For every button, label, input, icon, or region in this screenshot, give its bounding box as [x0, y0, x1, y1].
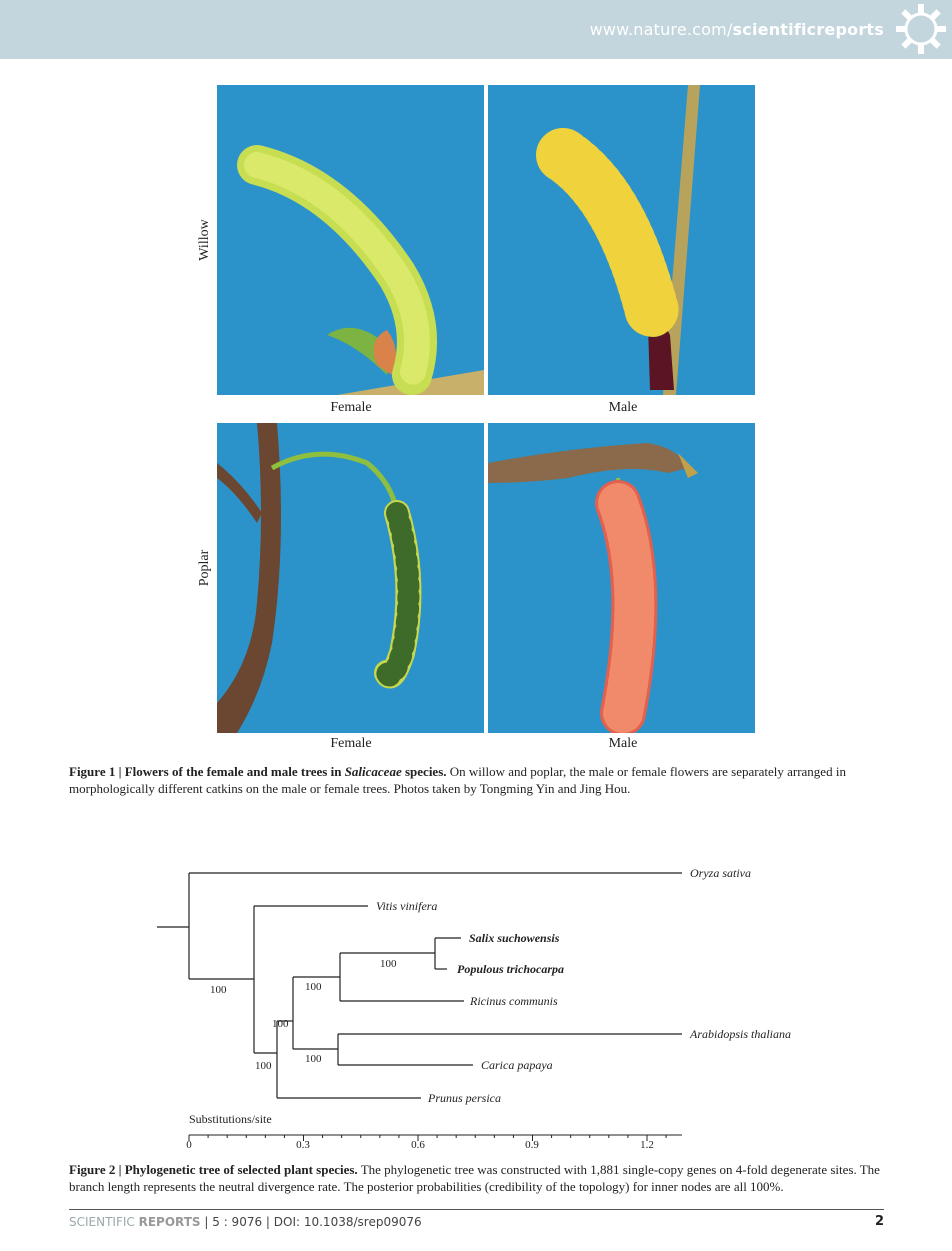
taxon-label: Ricinus communis [470, 994, 558, 1008]
support-value: 100 [305, 1053, 322, 1065]
taxon-label: Oryza sativa [690, 866, 751, 880]
poplar-female-catkin-icon [217, 423, 484, 733]
scale-label: Substitutions/site [189, 1112, 272, 1126]
col-label-poplar-female: Female [330, 736, 372, 751]
figure1-caption [69, 763, 884, 797]
scale-tick-labels [186, 1139, 654, 1151]
footer-rule [69, 1209, 884, 1210]
support-value: 100 [305, 981, 322, 993]
willow-male-photo [488, 85, 755, 395]
support-value: 100 [210, 984, 227, 996]
row-label-willow: Willow [197, 219, 212, 261]
journal-url-prefix: www.nature.com/ [589, 20, 733, 39]
willow-female-catkin-icon [217, 85, 484, 395]
journal-url[interactable] [590, 20, 884, 39]
figure1-caption-head [69, 764, 447, 779]
scale-minor-ticks [189, 1135, 666, 1141]
footer-brand-bold: REPORTS [138, 1215, 201, 1229]
col-label-willow-male: Male [608, 400, 638, 415]
support-value: 100 [255, 1060, 272, 1072]
journal-header-bar [0, 0, 952, 59]
figure1-caption-head-text: Figure 1 | Flowers of the female and male trees in [69, 764, 345, 779]
footer-citation-text: | 5 : 9076 | DOI: 10.1038/srep09076 [200, 1215, 422, 1229]
poplar-male-photo [488, 423, 755, 733]
figure2-caption [69, 1161, 884, 1195]
scale-tick-label: 0.6 [411, 1139, 425, 1151]
poplar-male-catkin-icon [488, 423, 755, 733]
figure1-caption-head-end: species. [401, 764, 447, 779]
footer-citation [69, 1215, 422, 1229]
taxon-label: Arabidopsis thaliana [690, 1027, 792, 1041]
taxa-labels [376, 866, 791, 1105]
support-values [210, 958, 397, 1072]
scale-tick-label: 0.9 [525, 1139, 539, 1151]
taxon-label: Prunus persica [428, 1091, 501, 1105]
col-label-willow-female: Female [330, 400, 372, 415]
gear-logo-icon [892, 0, 950, 58]
support-value: 100 [380, 958, 397, 970]
figure1-caption-body: On willow and poplar, the male or female flowers are separately arranged in morphologically different catkins on the male or female trees. Photos taken by Tongming Yin and Jing Hou. [69, 764, 846, 796]
poplar-female-photo [217, 423, 484, 733]
scale-tick-label: 1.2 [640, 1139, 654, 1151]
willow-female-photo [217, 85, 484, 395]
support-value: 100 [272, 1018, 289, 1030]
page-number: 2 [874, 1214, 884, 1229]
taxon-label-bold: Populous trichocarpa [457, 962, 565, 976]
journal-url-bold: scientificreports [732, 20, 884, 39]
scale-tick-label: 0.3 [296, 1139, 310, 1151]
col-label-poplar-male: Male [608, 736, 638, 751]
footer-brand-light: SCIENTIFIC [69, 1215, 139, 1229]
scale-tick-label: 0 [186, 1139, 192, 1151]
taxon-label: Vitis vinifera [376, 899, 438, 913]
phylogenetic-tree [0, 855, 952, 1155]
figure2-caption-head: Figure 2 | Phylogenetic tree of selected plant species. [69, 1162, 358, 1177]
row-label-poplar: Poplar [197, 549, 212, 587]
figure1-caption-head-italic: Salicaceae [344, 764, 402, 779]
taxon-label: Carica papaya [481, 1058, 553, 1072]
willow-male-catkin-icon [488, 85, 755, 395]
taxon-label-bold: Salix suchowensis [469, 931, 560, 945]
figure2-caption-body: The phylogenetic tree was constructed with 1,881 single-copy genes on 4-fold degenerate sites. The branch length represents the neutral divergence rate. The posterior probabilities (credibility of the topology) for inner nodes are all 100%. [69, 1162, 880, 1194]
